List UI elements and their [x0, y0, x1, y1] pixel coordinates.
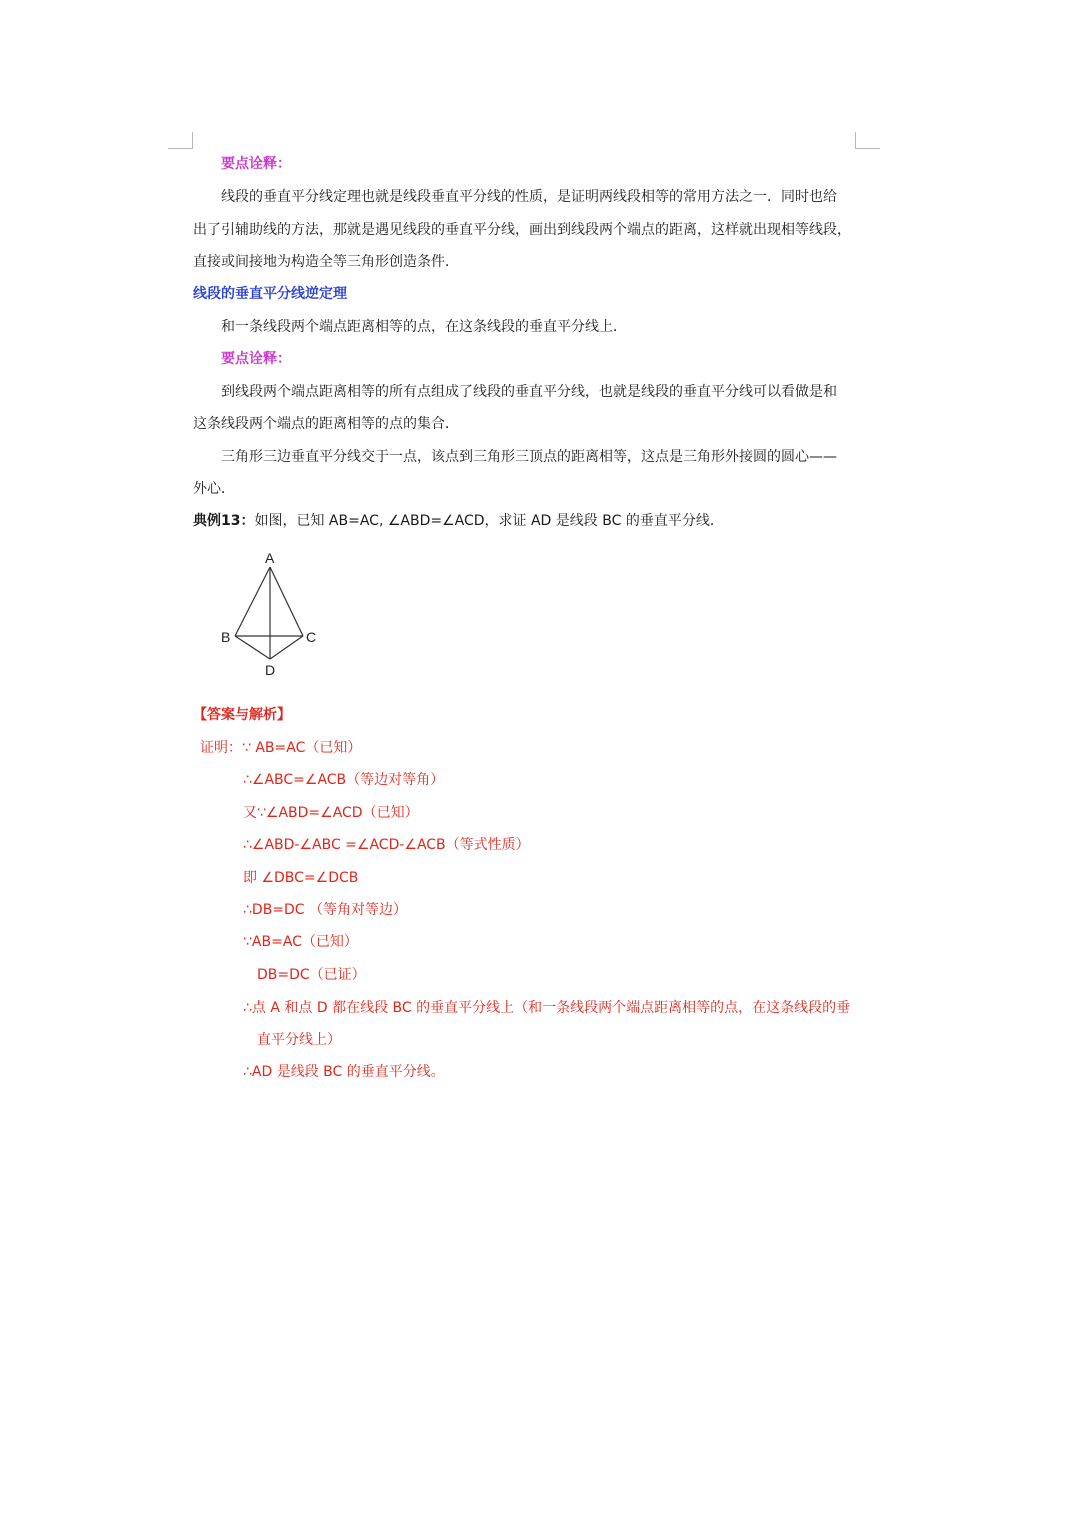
- proof-line: 又∵∠ABD=∠ACD（已知）: [243, 805, 419, 821]
- proof-line: 证明：∵ AB=AC（已知）: [200, 740, 362, 756]
- paragraph-line: 外心．: [193, 481, 235, 497]
- segment-ac: [270, 567, 303, 636]
- page-corner-mark-right: [855, 132, 880, 149]
- example-text: 如图，已知 AB=AC, ∠ABD=∠ACD，求证 AD 是线段 BC 的垂直平分线．: [254, 513, 724, 529]
- key-point-label-1: 要点诠释：: [221, 156, 291, 172]
- theorem-heading: 线段的垂直平分线逆定理: [193, 286, 347, 302]
- example-label: 典例13：: [193, 513, 255, 529]
- key-point-label-2: 要点诠释：: [221, 351, 291, 367]
- paragraph-line: 线段的垂直平分线定理也就是线段垂直平分线的性质，是证明两线段相等的常用方法之一．同时也给: [221, 189, 837, 205]
- point-label-a: A: [265, 550, 275, 566]
- segment-ab: [235, 567, 270, 636]
- point-label-b: B: [221, 629, 231, 645]
- page-corner-mark-left: [168, 132, 193, 149]
- kite-diagram: [214, 545, 324, 680]
- point-label-d: D: [265, 662, 276, 678]
- paragraph-line: 直接或间接地为构造全等三角形创造条件．: [193, 254, 459, 270]
- paragraph-line: 出了引辅助线的方法，那就是遇见线段的垂直平分线，画出到线段两个端点的距离，这样就出现相等线段，: [193, 222, 851, 238]
- proof-line: ∴DB=DC （等角对等边）: [243, 902, 408, 918]
- paragraph-line: 到线段两个端点距离相等的所有点组成了线段的垂直平分线，也就是线段的垂直平分线可以看做是和: [221, 384, 837, 400]
- proof-line: 直平分线上）: [257, 1032, 341, 1048]
- proof-line: ∴∠ABD-∠ABC =∠ACD-∠ACB（等式性质）: [243, 837, 530, 853]
- proof-line: ∴AD 是线段 BC 的垂直平分线。: [243, 1064, 445, 1080]
- segment-cd: [270, 636, 303, 659]
- proof-line: ∵AB=AC（已知）: [243, 934, 358, 950]
- paragraph-line: 这条线段两个端点的距离相等的点的集合．: [193, 416, 459, 432]
- kite-diagram-svg: [214, 545, 324, 680]
- segment-bd: [235, 636, 270, 659]
- example-line: [193, 511, 724, 531]
- proof-line: ∴∠ABC=∠ACB（等边对等角）: [243, 772, 445, 788]
- proof-line: 即 ∠DBC=∠DCB: [243, 870, 359, 886]
- proof-line: DB=DC（已证）: [257, 967, 366, 983]
- paragraph-line: 三角形三边垂直平分线交于一点，该点到三角形三顶点的距离相等，这点是三角形外接圆的圆心——: [221, 449, 837, 465]
- proof-line: ∴点 A 和点 D 都在线段 BC 的垂直平分线上（和一条线段两个端点距离相等的点，在这条线段的垂: [243, 1000, 851, 1016]
- answer-title: 【答案与解析】: [193, 707, 291, 723]
- theorem-statement: 和一条线段两个端点距离相等的点，在这条线段的垂直平分线上．: [221, 319, 627, 335]
- point-label-c: C: [306, 629, 317, 645]
